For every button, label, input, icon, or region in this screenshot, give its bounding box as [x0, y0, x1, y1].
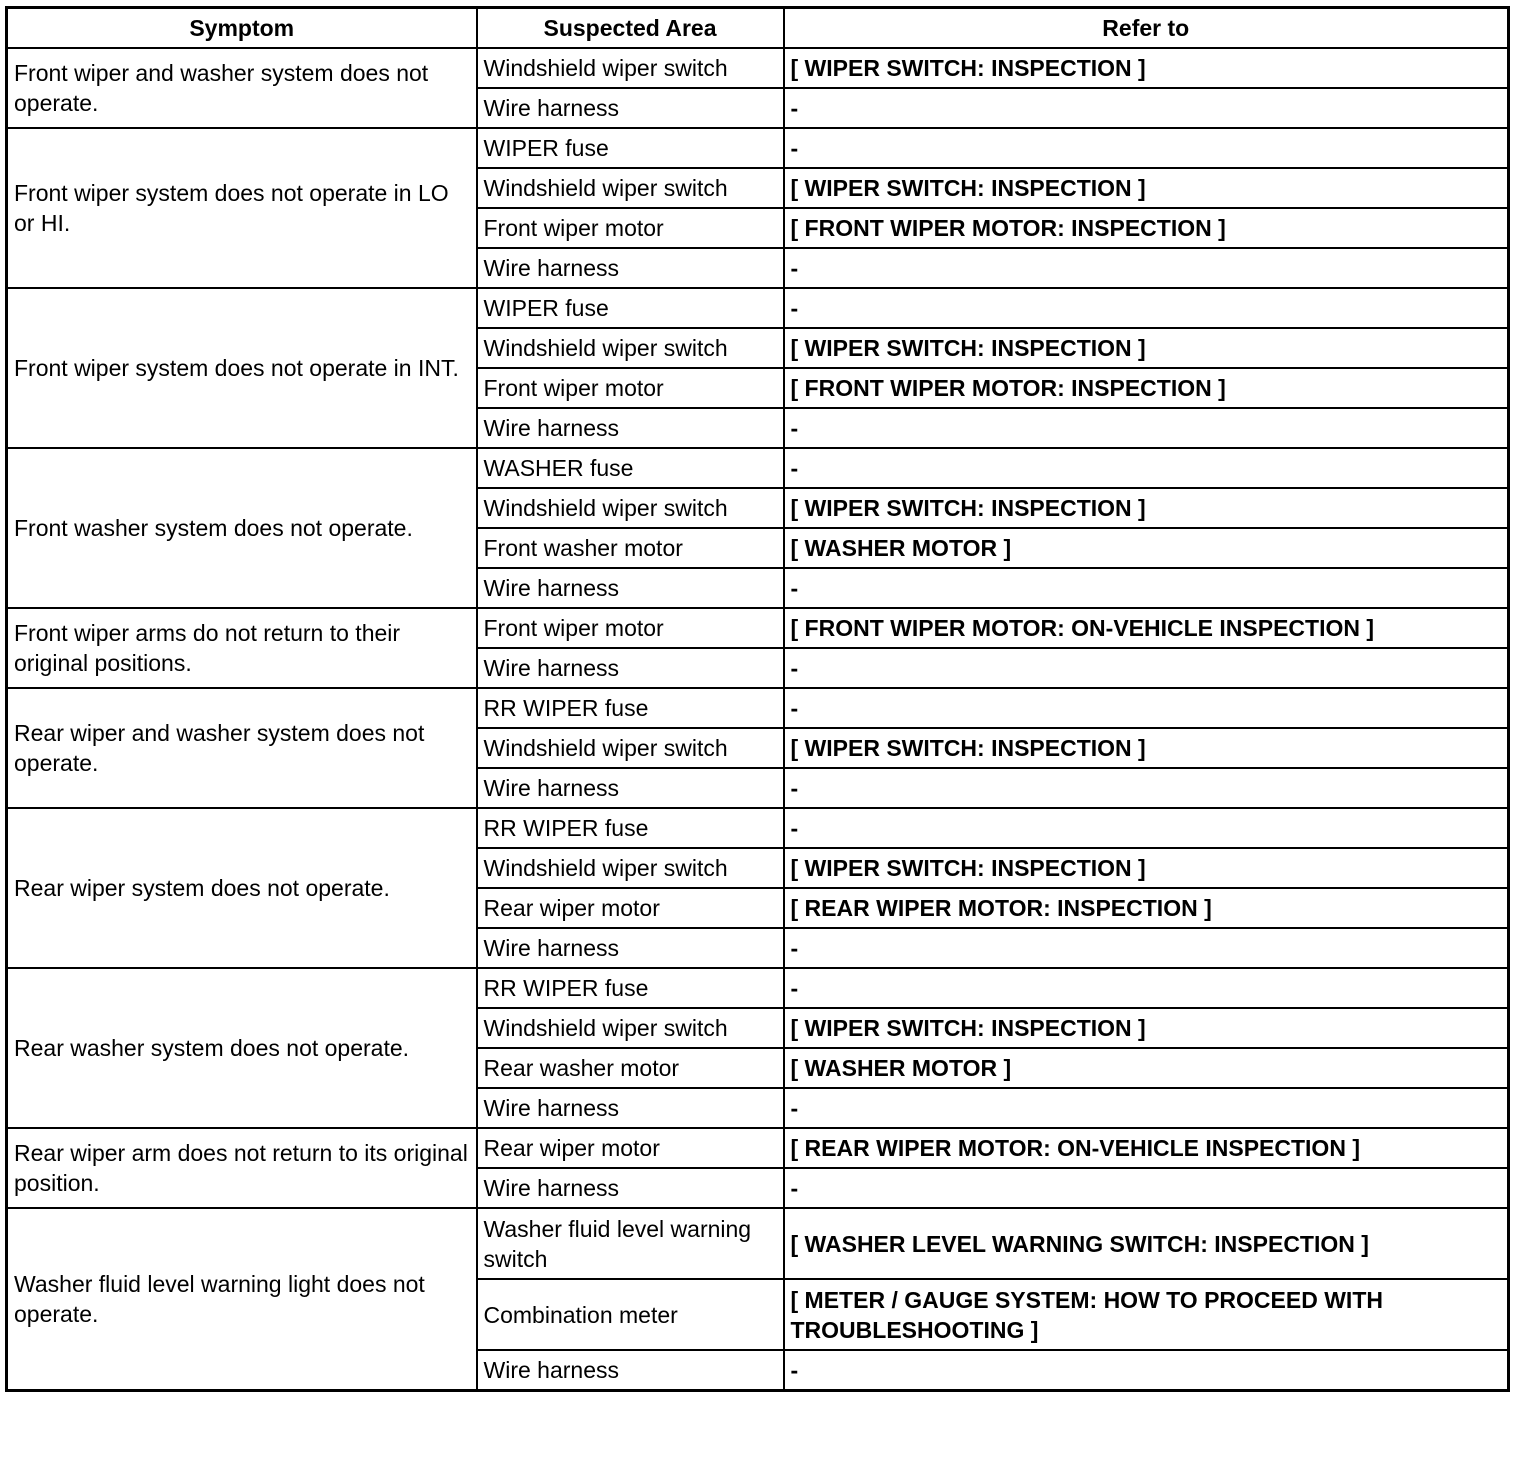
refer-to-cell[interactable]: [ FRONT WIPER MOTOR: ON-VEHICLE INSPECTION ] [784, 608, 1509, 648]
suspected-area-cell: RR WIPER fuse [477, 688, 784, 728]
table-body [7, 48, 1509, 1391]
refer-to-cell[interactable]: [ WIPER SWITCH: INSPECTION ] [784, 168, 1509, 208]
suspected-area-cell: Wire harness [477, 408, 784, 448]
refer-to-cell: - [784, 1088, 1509, 1128]
symptom-cell: Rear wiper and washer system does not operate. [7, 688, 477, 808]
symptom-cell: Rear washer system does not operate. [7, 968, 477, 1128]
suspected-area-cell: Wire harness [477, 568, 784, 608]
refer-to-cell: - [784, 1168, 1509, 1208]
suspected-area-cell: Front wiper motor [477, 368, 784, 408]
suspected-area-cell: RR WIPER fuse [477, 808, 784, 848]
header-suspected-area: Suspected Area [477, 8, 784, 49]
suspected-area-cell: RR WIPER fuse [477, 968, 784, 1008]
refer-to-cell: - [784, 88, 1509, 128]
suspected-area-cell: Rear washer motor [477, 1048, 784, 1088]
refer-to-cell: - [784, 288, 1509, 328]
refer-to-cell: - [784, 808, 1509, 848]
refer-to-cell[interactable]: [ WIPER SWITCH: INSPECTION ] [784, 1008, 1509, 1048]
suspected-area-cell: WIPER fuse [477, 128, 784, 168]
refer-to-cell: - [784, 968, 1509, 1008]
symptom-cell: Front wiper system does not operate in LO or HI. [7, 128, 477, 288]
refer-to-cell: - [784, 768, 1509, 808]
symptom-cell: Washer fluid level warning light does not operate. [7, 1208, 477, 1391]
suspected-area-cell: Windshield wiper switch [477, 488, 784, 528]
symptom-cell: Rear wiper system does not operate. [7, 808, 477, 968]
suspected-area-cell: Windshield wiper switch [477, 168, 784, 208]
suspected-area-cell: Wire harness [477, 648, 784, 688]
suspected-area-cell: Front washer motor [477, 528, 784, 568]
table-row [7, 288, 1509, 328]
refer-to-cell[interactable]: [ REAR WIPER MOTOR: INSPECTION ] [784, 888, 1509, 928]
table-row [7, 808, 1509, 848]
refer-to-cell[interactable]: [ WIPER SWITCH: INSPECTION ] [784, 328, 1509, 368]
suspected-area-cell: Wire harness [477, 928, 784, 968]
suspected-area-cell: Windshield wiper switch [477, 848, 784, 888]
table-row [7, 448, 1509, 488]
symptom-cell: Front washer system does not operate. [7, 448, 477, 608]
suspected-area-cell: WIPER fuse [477, 288, 784, 328]
header-row [7, 8, 1509, 49]
refer-to-cell: - [784, 928, 1509, 968]
refer-to-cell[interactable]: [ WIPER SWITCH: INSPECTION ] [784, 728, 1509, 768]
refer-to-cell[interactable]: [ WIPER SWITCH: INSPECTION ] [784, 488, 1509, 528]
symptom-cell: Front wiper arms do not return to their original positions. [7, 608, 477, 688]
refer-to-cell: - [784, 568, 1509, 608]
refer-to-cell[interactable]: [ WASHER LEVEL WARNING SWITCH: INSPECTION ] [784, 1208, 1509, 1279]
table-row [7, 608, 1509, 648]
refer-to-cell: - [784, 648, 1509, 688]
suspected-area-cell: Front wiper motor [477, 608, 784, 648]
table-row [7, 1208, 1509, 1279]
header-refer-to: Refer to [784, 8, 1509, 49]
suspected-area-cell: Wire harness [477, 1088, 784, 1128]
table-row [7, 128, 1509, 168]
table-row [7, 1128, 1509, 1168]
refer-to-cell: - [784, 448, 1509, 488]
symptom-cell: Front wiper and washer system does not operate. [7, 48, 477, 128]
refer-to-cell: - [784, 688, 1509, 728]
refer-to-cell: - [784, 128, 1509, 168]
suspected-area-cell: Wire harness [477, 248, 784, 288]
suspected-area-cell: WASHER fuse [477, 448, 784, 488]
suspected-area-cell: Windshield wiper switch [477, 728, 784, 768]
refer-to-cell[interactable]: [ WIPER SWITCH: INSPECTION ] [784, 48, 1509, 88]
suspected-area-cell: Wire harness [477, 1350, 784, 1391]
suspected-area-cell: Windshield wiper switch [477, 48, 784, 88]
suspected-area-cell: Wire harness [477, 88, 784, 128]
refer-to-cell[interactable]: [ METER / GAUGE SYSTEM: HOW TO PROCEED WITH TROUBLESHOOTING ] [784, 1279, 1509, 1350]
refer-to-cell[interactable]: [ WASHER MOTOR ] [784, 1048, 1509, 1088]
suspected-area-cell: Combination meter [477, 1279, 784, 1350]
suspected-area-cell: Washer fluid level warning switch [477, 1208, 784, 1279]
refer-to-cell: - [784, 408, 1509, 448]
refer-to-cell[interactable]: [ FRONT WIPER MOTOR: INSPECTION ] [784, 208, 1509, 248]
symptom-cell: Rear wiper arm does not return to its original position. [7, 1128, 477, 1208]
table-row [7, 968, 1509, 1008]
suspected-area-cell: Windshield wiper switch [477, 328, 784, 368]
troubleshooting-table [5, 6, 1510, 1392]
suspected-area-cell: Wire harness [477, 768, 784, 808]
suspected-area-cell: Rear wiper motor [477, 888, 784, 928]
header-symptom: Symptom [7, 8, 477, 49]
suspected-area-cell: Windshield wiper switch [477, 1008, 784, 1048]
table-row [7, 48, 1509, 88]
refer-to-cell: - [784, 1350, 1509, 1391]
suspected-area-cell: Front wiper motor [477, 208, 784, 248]
suspected-area-cell: Wire harness [477, 1168, 784, 1208]
symptom-cell: Front wiper system does not operate in INT. [7, 288, 477, 448]
refer-to-cell[interactable]: [ REAR WIPER MOTOR: ON-VEHICLE INSPECTION ] [784, 1128, 1509, 1168]
refer-to-cell: - [784, 248, 1509, 288]
refer-to-cell[interactable]: [ WIPER SWITCH: INSPECTION ] [784, 848, 1509, 888]
suspected-area-cell: Rear wiper motor [477, 1128, 784, 1168]
table-row [7, 688, 1509, 728]
refer-to-cell[interactable]: [ WASHER MOTOR ] [784, 528, 1509, 568]
refer-to-cell[interactable]: [ FRONT WIPER MOTOR: INSPECTION ] [784, 368, 1509, 408]
